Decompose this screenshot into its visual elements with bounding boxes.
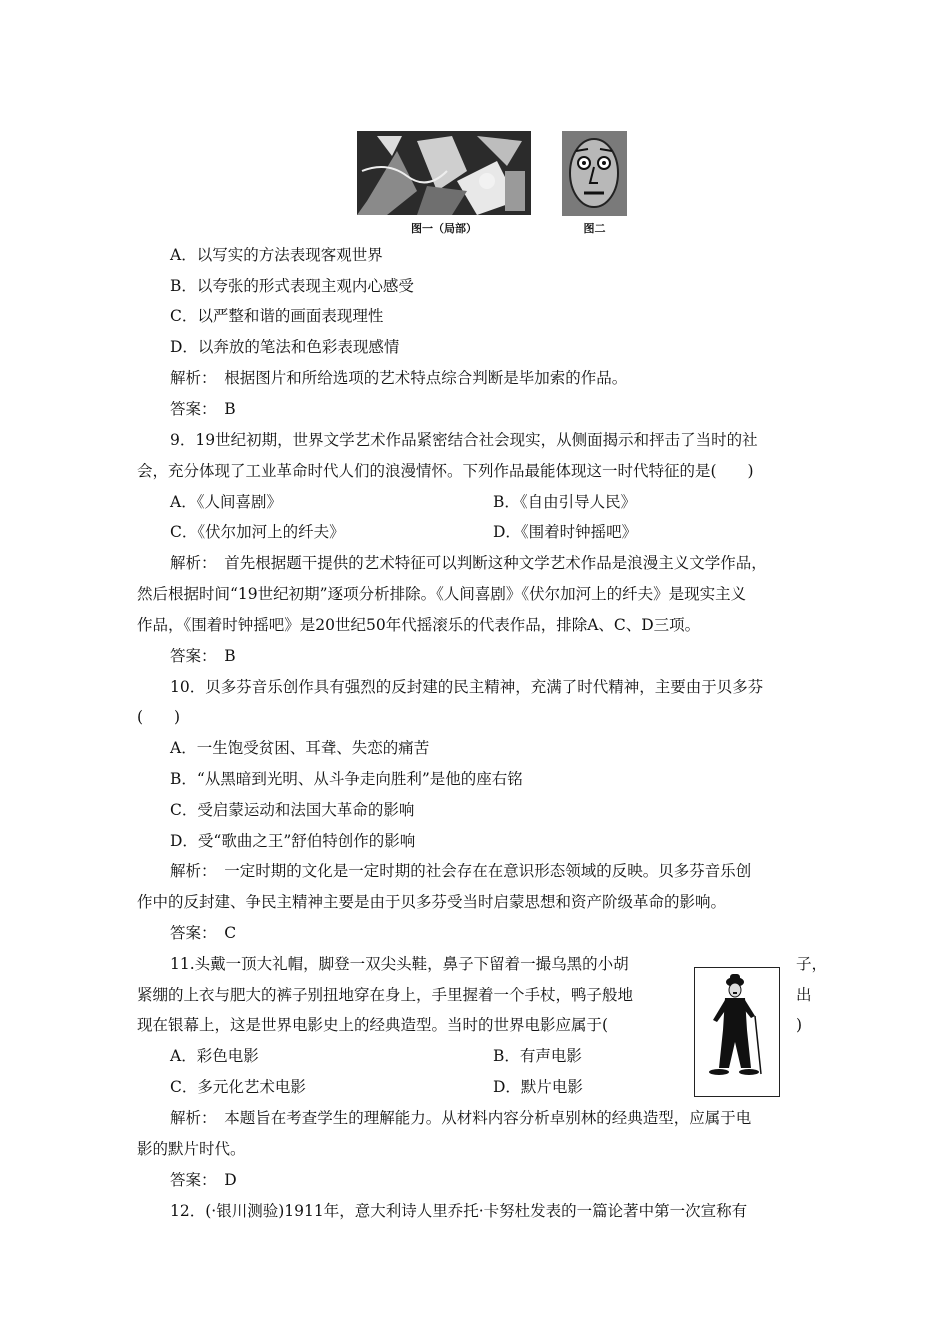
q11-option-d: D．默片电影	[493, 1078, 583, 1096]
q11-stem-line-2-end: 出	[796, 986, 812, 1004]
q11-stem-line-1-end: 子，	[796, 955, 828, 973]
q9-option-b: B．《自由引导人民》	[493, 493, 637, 511]
figure-2-caption: 图二	[583, 222, 606, 235]
q12-stem-line-1: 12．(·银川测验)1911年，意大利诗人里乔托·卡努杜发表的一篇论著中第一次宣称有	[170, 1202, 748, 1220]
q9-analysis-line-3: 作品，《围着时钟摇吧》是20世纪50年代摇滚乐的代表作品，排除A、C、D三项。	[137, 616, 701, 634]
chaplin-figure-image	[694, 967, 780, 1097]
q8-option-c: C．以严整和谐的画面表现理性	[170, 307, 384, 325]
q11-analysis-line-2: 影的默片时代。	[137, 1140, 246, 1158]
q10-answer: 答案： C	[170, 924, 237, 942]
q8-option-a: A．以写实的方法表现客观世界	[170, 246, 383, 264]
q9-analysis-line-2: 然后根据时间“19世纪初期”逐项分析排除。《人间喜剧》《伏尔加河上的纤夫》是现实主义	[137, 585, 747, 603]
q11-option-b: B．有声电影	[493, 1047, 582, 1065]
q9-analysis-line-1: 解析： 首先根据题干提供的艺术特征可以判断这种文学艺术作品是浪漫主义文学作品，	[170, 554, 767, 572]
q11-stem-line-1: 11.头戴一顶大礼帽，脚登一双尖头鞋，鼻子下留着一撮乌黑的小胡	[170, 955, 629, 973]
q11-stem-line-2: 紧绷的上衣与肥大的裤子别扭地穿在身上，手里握着一个手杖，鸭子般地	[137, 986, 634, 1004]
q10-option-a: A．一生饱受贫困、耳聋、失恋的痛苦	[170, 739, 430, 757]
q10-stem-line-1: 10．贝多芬音乐创作具有强烈的反封建的民主精神，充满了时代精神，主要由于贝多芬	[170, 678, 764, 696]
q10-analysis-line-1: 解析： 一定时期的文化是一定时期的社会存在在意识形态领域的反映。贝多芬音乐创	[170, 862, 752, 880]
q9-stem-line-1: 9．19世纪初期，世界文学艺术作品紧密结合社会现实，从侧面揭示和抨击了当时的社	[170, 431, 758, 449]
q9-option-c: C．《伏尔加河上的纤夫》	[170, 523, 345, 541]
q10-stem-line-2: ( )	[137, 708, 181, 726]
q9-option-a: A．《人间喜剧》	[170, 493, 282, 511]
q10-option-c: C．受启蒙运动和法国大革命的影响	[170, 801, 415, 819]
q11-analysis-line-1: 解析： 本题旨在考查学生的理解能力。从材料内容分析卓别林的经典造型，应属于电	[170, 1109, 752, 1127]
q8-analysis: 解析： 根据图片和所给选项的艺术特点综合判断是毕加索的作品。	[170, 369, 628, 387]
q11-option-a: A．彩色电影	[170, 1047, 259, 1065]
q11-stem-line-3: 现在银幕上，这是世界电影史上的经典造型。当时的世界电影应属于(	[137, 1016, 609, 1034]
q8-answer: 答案： B	[170, 400, 236, 418]
q11-stem-line-3-end: )	[796, 1016, 803, 1034]
q9-answer: 答案： B	[170, 647, 236, 665]
portrait-face-image	[562, 131, 627, 216]
guernica-painting-image	[357, 131, 531, 215]
q10-analysis-line-2: 作中的反封建、争民主精神主要是由于贝多芬受当时启蒙思想和资产阶级革命的影响。	[137, 893, 727, 911]
q8-option-b: B．以夸张的形式表现主观内心感受	[170, 277, 414, 295]
q10-option-b: B．“从黑暗到光明、从斗争走向胜利”是他的座右铭	[170, 770, 523, 788]
q9-stem-line-2: 会，充分体现了工业革命时代人们的浪漫情怀。下列作品最能体现这一时代特征的是( )	[137, 462, 754, 480]
q11-answer: 答案： D	[170, 1171, 237, 1189]
q9-option-d: D．《围着时钟摇吧》	[493, 523, 638, 541]
q10-option-d: D．受“歌曲之王”舒伯特创作的影响	[170, 832, 416, 850]
figure-1-caption: 图一（局部）	[411, 222, 477, 235]
q8-option-d: D．以奔放的笔法和色彩表现感情	[170, 338, 400, 356]
q11-option-c: C．多元化艺术电影	[170, 1078, 306, 1096]
